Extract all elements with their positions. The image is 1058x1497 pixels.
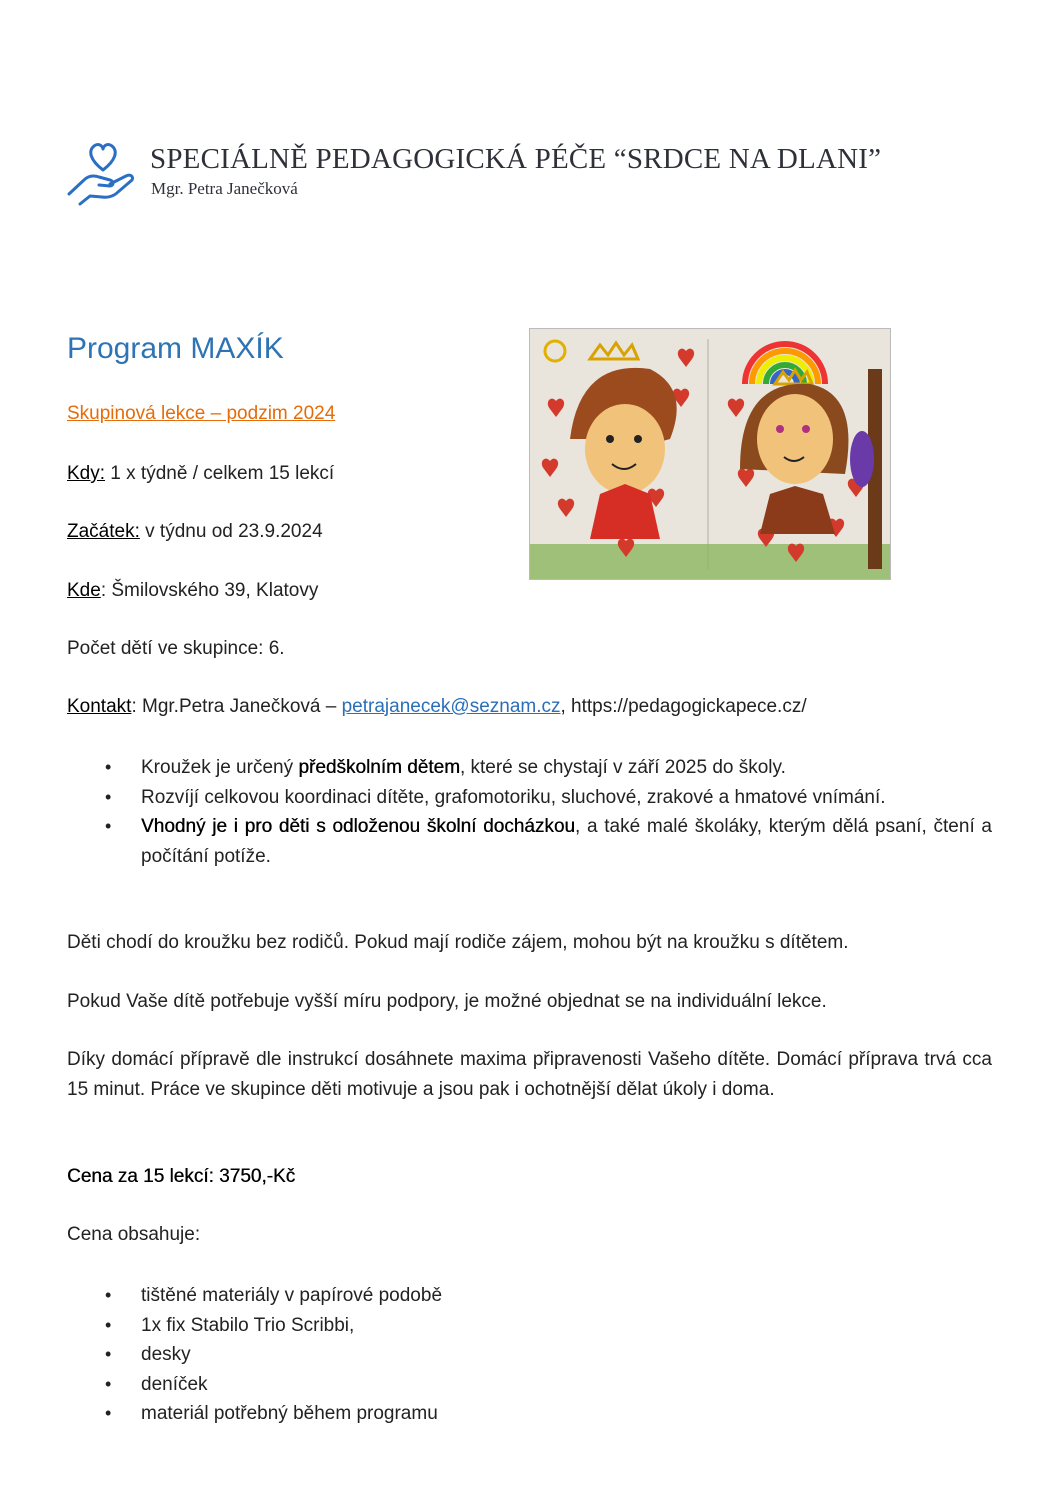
when-value: 1 x týdně / celkem 15 lekcí xyxy=(105,463,335,484)
bullet-icon: • xyxy=(105,816,112,836)
start-value: v týdnu od 23.9.2024 xyxy=(139,521,323,542)
when-label: Kdy: xyxy=(67,463,106,484)
list-item: • Rozvíjí celkovou koordinaci dítěte, grafomotoriku, sluchové, zrakové a hmatové vnímání. xyxy=(67,783,992,813)
price-heading: Cena za 15 lekcí: 3750,-Kč xyxy=(67,1166,296,1187)
bullet-icon: • xyxy=(105,1314,112,1335)
bullet-icon: • xyxy=(105,786,112,807)
organization-person: Mgr. Petra Janečková xyxy=(151,179,298,198)
page-title: Program MAXÍK xyxy=(67,332,284,365)
group-size-text: Počet dětí ve skupince: 6. xyxy=(67,638,285,659)
list-item: • deníček xyxy=(67,1370,992,1400)
program-features-list xyxy=(67,753,992,871)
list-item: • 1x fix Stabilo Trio Scribbi, xyxy=(67,1311,992,1341)
paragraph-individual: Pokud Vaše dítě potřebuje vyšší míru podpory, je možné objednat se na individuální lekce. xyxy=(67,991,827,1012)
paragraph-home-prep: Díky domácí přípravě dle instrukcí dosáhnete maxima připravenosti Vašeho dítěte. Domácí příprava trvá cca 15 minut. Práce ve skupince děti motivuje a jsou pak i ochotnější dělat úkoly i doma. xyxy=(67,1049,992,1100)
page-subtitle: Skupinová lekce – podzim 2024 xyxy=(67,403,336,424)
child-drawing-image xyxy=(529,328,891,580)
start-label: Začátek: xyxy=(67,521,140,542)
paragraph-parents: Děti chodí do kroužku bez rodičů. Pokud mají rodiče zájem, mohou být na kroužku s dítětem. xyxy=(67,932,849,953)
organization-name: SPECIÁLNĚ PEDAGOGICKÁ PÉČE “SRDCE NA DLANI” xyxy=(150,143,882,175)
list-item: • Vhodný je i pro děti s odloženou školní docházkou, a také malé školáky, kterým dělá psaní, čtení a počítání potíže. xyxy=(67,812,992,871)
contact-website: , https://pedagogickapece.cz/ xyxy=(560,696,807,717)
contact-prefix: : Mgr.Petra Janečková – xyxy=(131,696,342,717)
contact-email-link[interactable]: petrajanecek@seznam.cz xyxy=(341,696,561,717)
list-item: • materiál potřebný během programu xyxy=(67,1399,992,1429)
start-line xyxy=(67,521,323,543)
bullet-icon: • xyxy=(105,1344,112,1364)
where-label: Kde xyxy=(67,580,101,601)
where-line xyxy=(67,580,318,602)
list-item: • desky xyxy=(67,1340,992,1370)
price-includes-list xyxy=(67,1281,992,1429)
contact-line xyxy=(67,696,807,718)
bullet-icon: • xyxy=(105,1285,112,1305)
contact-label: Kontakt xyxy=(67,696,132,717)
where-value: : Šmilovského 39, Klatovy xyxy=(100,580,319,601)
letterhead xyxy=(66,134,1006,214)
list-item: • Kroužek je určený předškolním dětem, které se chystají v září 2025 do školy. xyxy=(67,753,992,783)
heart-in-hand-icon xyxy=(66,134,140,208)
price-includes-label: Cena obsahuje: xyxy=(67,1224,201,1245)
when-line xyxy=(67,463,334,485)
list-item: • tištěné materiály v papírové podobě xyxy=(67,1281,992,1311)
bullet-icon: • xyxy=(105,757,112,777)
bullet-icon: • xyxy=(105,1403,112,1423)
bullet-icon: • xyxy=(105,1373,112,1394)
